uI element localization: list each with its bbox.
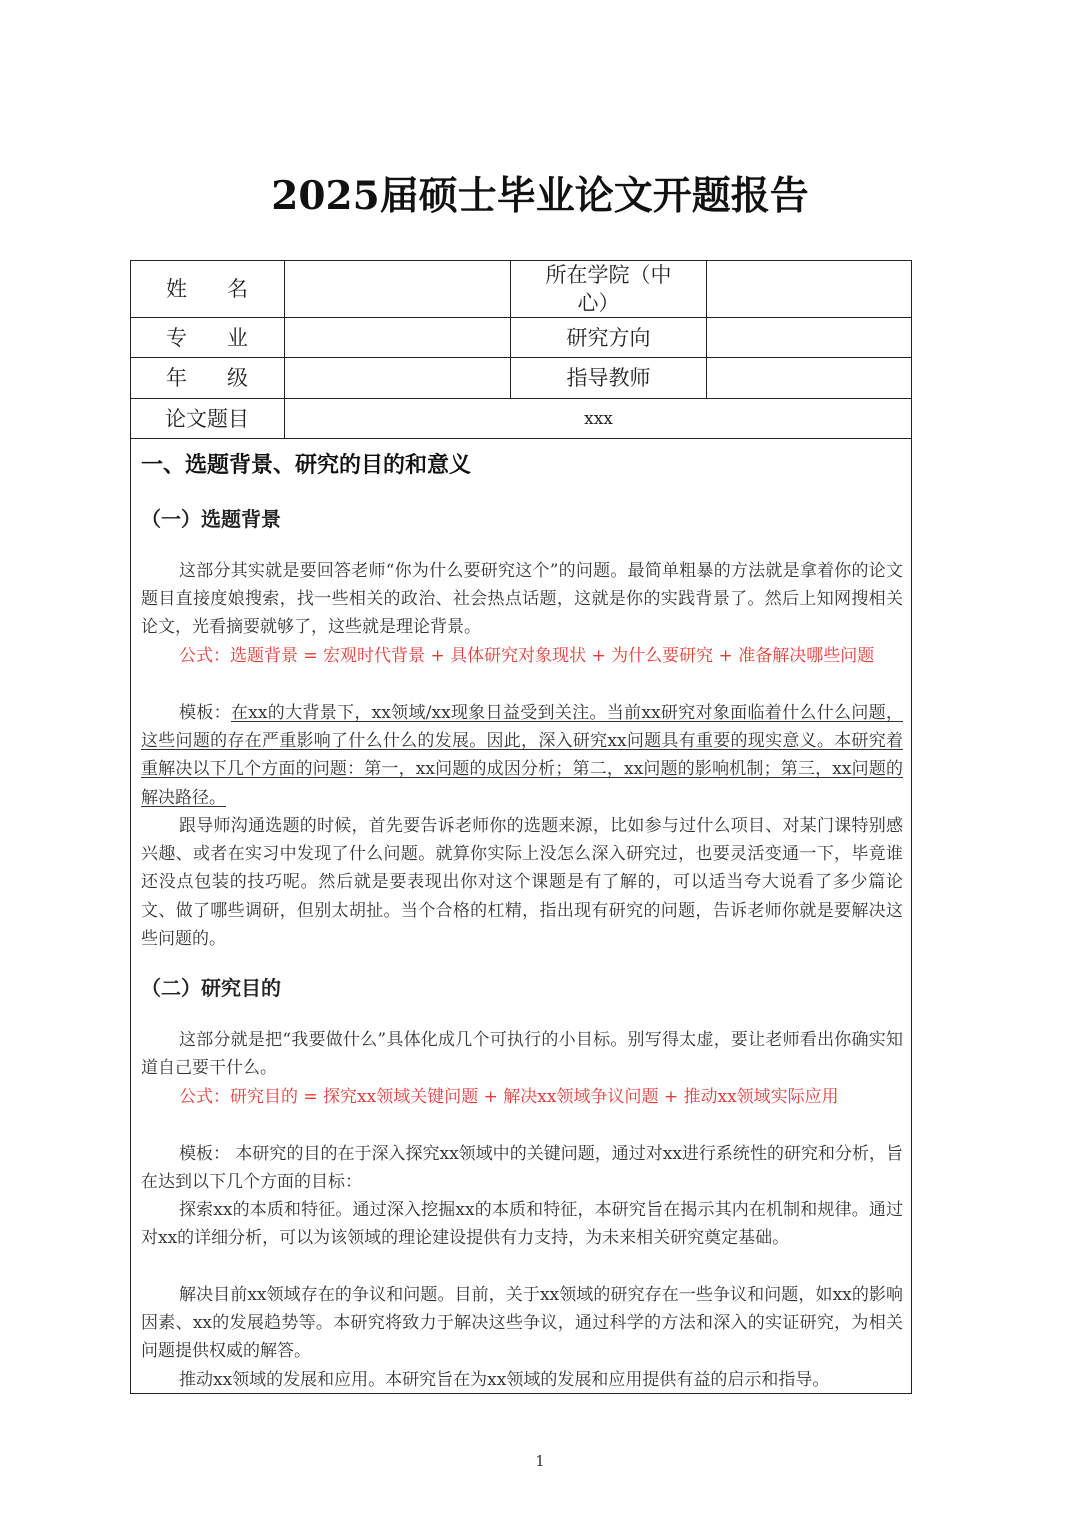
purpose-formula: 公式：研究目的 = 探究xx领域关键问题 + 解决xx领域争议问题 + 推动xx领域实际应用 — [179, 1087, 839, 1107]
direction-label — [511, 318, 706, 357]
topic-value: xxx — [584, 408, 613, 429]
college-value-cell[interactable] — [707, 260, 912, 317]
name-label — [130, 260, 284, 317]
page-number: 1 — [535, 1452, 545, 1470]
purpose-paragraph-3: 解决目前xx领域存在的争议和问题。目前，关于xx领域的研究存在一些争议和问题，如xx的影响因素、xx的发展趋势等。本研究将致力于解决这些争议，通过科学的方法和深入的实证研究，为相关问题提供权威的解答。 — [141, 1285, 903, 1362]
grade-label — [130, 358, 284, 398]
background-template — [141, 699, 903, 812]
grade-value-cell[interactable] — [285, 358, 510, 398]
advisor-value-cell[interactable] — [707, 358, 912, 398]
topic-value-cell[interactable] — [285, 399, 912, 438]
topic-label — [130, 399, 284, 438]
subsection-heading-purpose: （二）研究目的 — [141, 976, 281, 1000]
advisor-label-text: 指导教师 — [566, 366, 651, 390]
college-label-line1: 所在学院（中 — [545, 262, 672, 287]
major-label — [130, 318, 284, 357]
name-label-text: 姓 名 — [165, 276, 249, 301]
advisor-label — [511, 358, 706, 398]
background-paragraph-2: 跟导师沟通选题的时候，首先要告诉老师你的选题来源，比如参与过什么项目、对某门课特别感兴趣、或者在实习中发现了什么问题。就算你实际上没怎么深入研究过，也要灵活变通一下，毕竟谁还没点包装的技巧呢。然后就是要表现出你对这个课题是有了解的，可以适当夸大说看了多少篇论文、做了哪些调研，但别太胡扯。当个合格的杠精，指出现有研究的问题，告诉老师你就是要解决这些问题的。 — [141, 816, 903, 949]
section-heading: 一、选题背景、研究的目的和意义 — [141, 452, 472, 478]
name-value-cell[interactable] — [285, 260, 510, 317]
direction-value-cell[interactable] — [707, 318, 912, 357]
purpose-paragraph-4: 推动xx领域的发展和应用。本研究旨在为xx领域的发展和应用提供有益的启示和指导。 — [179, 1370, 830, 1390]
subsection-heading-background: （一）选题背景 — [141, 507, 281, 531]
topic-label-text: 论文题目 — [165, 406, 249, 431]
direction-label-text: 研究方向 — [566, 325, 651, 350]
purpose-paragraph-2: 探索xx的本质和特征。通过深入挖掘xx的本质和特征，本研究旨在揭示其内在机制和规律。通过对xx的详细分析，可以为该领域的理论建设提供有力支持，为未来相关研究奠定基础。 — [141, 1200, 903, 1249]
document-title: 2025届硕士毕业论文开题报告 — [271, 173, 809, 219]
college-label-line2: 心） — [577, 290, 620, 315]
background-paragraph-1: 这部分其实就是要回答老师“你为什么要研究这个”的问题。最简单粗暴的方法就是拿着你的论文题目直接度娘搜索，找一些相关的政治、社会热点话题，这就是你的实践背景了。然后上知网搜相关论文，光看摘要就够了，这些就是理论背景。 — [141, 561, 903, 638]
background-formula: 公式：选题背景 = 宏观时代背景 + 具体研究对象现状 + 为什么要研究 + 准备解决哪些问题 — [179, 646, 875, 666]
template-label: 模板： — [179, 703, 231, 723]
template-text: 在xx的大背景下，xx领域/xx现象日益受到关注。当前xx研究对象面临着什么什么问题，这些问题的存在严重影响了什么什么的发展。因此，深入研究xx问题具有重要的现实意义。本研究着重解决以下几个方面的问题：第一，xx问题的成因分析；第二，xx问题的影响机制；第三，xx问题的解决路径。 — [141, 703, 903, 808]
purpose-paragraph-1: 这部分就是把“我要做什么”具体化成几个可执行的小目标。别写得太虚，要让老师看出你确实知道自己要干什么。 — [141, 1030, 903, 1079]
major-value-cell[interactable] — [285, 318, 510, 357]
purpose-template: 模板： 本研究的目的在于深入探究xx领域中的关键问题，通过对xx进行系统性的研究和分析，旨在达到以下几个方面的目标： — [141, 1144, 903, 1193]
table-row-divider — [130, 438, 912, 439]
grade-label-text: 年 级 — [165, 366, 249, 390]
major-label-text: 专 业 — [165, 325, 249, 350]
college-label — [511, 260, 706, 317]
